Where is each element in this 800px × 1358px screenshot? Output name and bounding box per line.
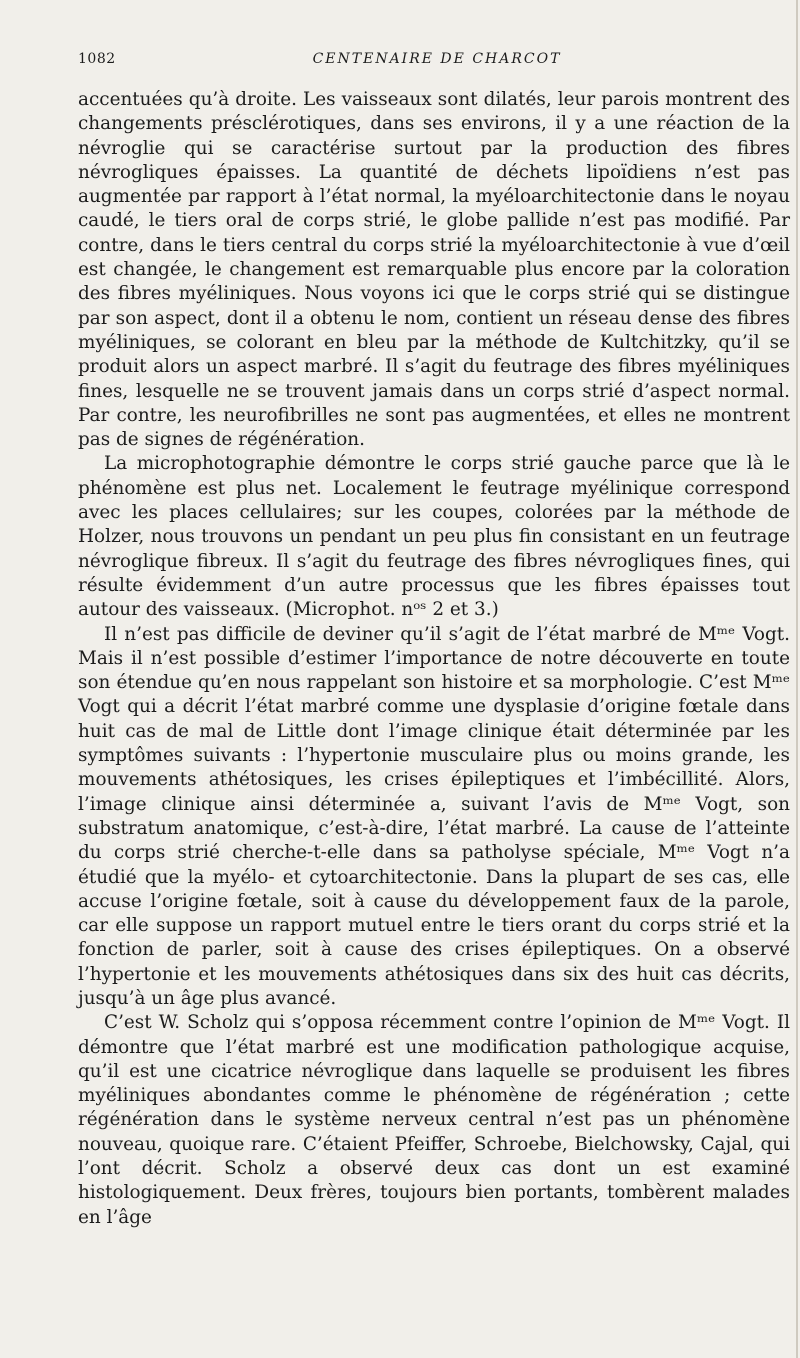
body-text: [78, 88, 790, 1230]
page: [78, 0, 796, 1358]
page-edge-line: [796, 0, 798, 1358]
page-number: 1082: [78, 51, 116, 67]
paragraph: La microphotographie démontre le corps strié gauche parce que là le phénomène est plus net. Localement le feutrage myélinique correspond avec les places cellulaires; sur les coupes, colorées par la méthode de Holzer, nous trouvons un pendant un peu plus fin consistant en un feutrage névroglique fibreux. Il s’agit du feutrage des fibres névrogliques fines, qui résulte évidemment d’un autre processus que les fibres épaisses tout autour des vaisseaux. (Microphot. nᵒˢ 2 et 3.): [78, 453, 790, 621]
running-title: CENTENAIRE DE CHARCOT: [312, 51, 562, 67]
paragraph: Il n’est pas difficile de deviner qu’il s’agit de l’état marbré de Mᵐᵉ Vogt. Mais il n’est possible d’estimer l’importance de notre découverte en toute son étendue qu’en nous rappelant son histoire et sa morphologie. C’est Mᵐᵉ Vogt qui a décrit l’état marbré comme une dysplasie d’origine fœtale dans huit cas de mal de Little dont l’image clinique était déterminée par les symptômes suivants : l’hypertonie musculaire plus ou moins grande, les mouvements athétosiques, les crises épileptiques et l’imbécillité. Alors, l’image clinique ainsi déterminée a, suivant l’avis de Mᵐᵉ Vogt, son substratum anatomique, c’est-à-dire, l’état marbré. La cause de l’atteinte du corps strié cherche-t-elle dans sa patholyse spéciale, Mᵐᵉ Vogt n’a étudié que la myélo- et cytoarchitectonie. Dans la plupart de ses cas, elle accuse l’origine fœtale, soit à cause du développement faux de la parole, car elle suppose un rapport mutuel entre le tiers orant du corps strié et la fonction de parler, soit à cause des crises épileptiques. On a observé l’hypertonie et les mouvements athétosiques dans six des huit cas décrits, jusqu’à un âge plus avancé.: [78, 623, 790, 1009]
running-header: [78, 51, 796, 73]
paragraph-continued: accentuées qu’à droite. Les vaisseaux sont dilatés, leur parois montrent des changements présclérotiques, dans ses environs, il y a une réaction de la névroglie qui se caractérise surtout par la production des fibres névrogliques épaisses. La quantité de déchets lipoïdiens n’est pas augmentée par rapport à l’état normal, la myéloarchitectonie dans le noyau caudé, le tiers oral de corps strié, le globe pallide n’est pas modifié. Par contre, dans le tiers central du corps strié la myéloarchitectonie à vue d’œil est changée, le changement est remarquable plus encore par la coloration des fibres myéliniques. Nous voyons ici que le corps strié qui se distingue par son aspect, dont il a obtenu le nom, contient un réseau dense des fibres myéliniques, se colorant en bleu par la méthode de Kultchitzky, qu’il se produit alors un aspect marbré. Il s’agit du feutrage des fibres myéliniques fines, lesquelle ne se trouvent jamais dans un corps strié d’aspect normal. Par contre, les neurofibrilles ne sont pas augmentées, et elles ne montrent pas de signes de régénération.: [78, 89, 790, 451]
paragraph: C’est W. Scholz qui s’opposa récemment contre l’opinion de Mᵐᵉ Vogt. Il démontre que l’état marbré est une modification pathologique acquise, qu’il est une cicatrice névroglique dans laquelle se produisent les fibres myéliniques abondantes comme le phénomène de régénération ; cette régénération dans le système nerveux central n’est pas un phénomène nouveau, quoique rare. C’étaient Pfeiffer, Schroebe, Bielchowsky, Cajal, qui l’ont décrit. Scholz a observé deux cas dont un est examiné histologiquement. Deux frères, toujours bien portants, tombèrent malades en l’âge: [78, 1012, 790, 1228]
